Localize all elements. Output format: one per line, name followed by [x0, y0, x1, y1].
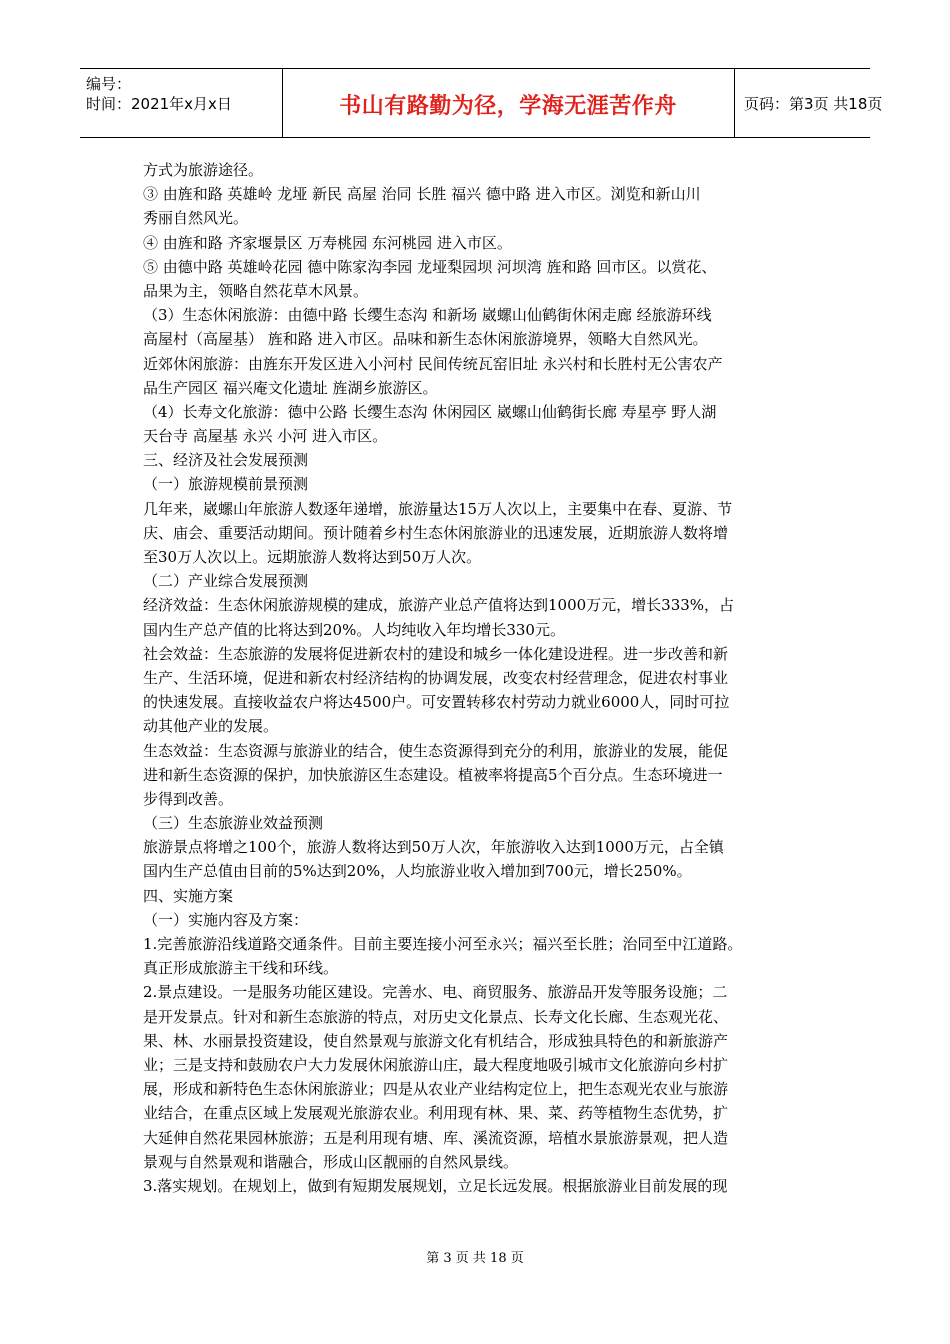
header-left-cell: [80, 69, 283, 137]
body-text-line: ④ 由旌和路 齐家堰景区 万寿桃园 东河桃园 进入市区。: [143, 233, 512, 252]
body-text-line: （一）实施内容及方案：: [143, 910, 309, 929]
body-text-line: 进和新生态资源的保护，加快旅游区生态建设。植被率将提高5个百分点。生态环境进一: [143, 765, 723, 784]
body-text-line: 国内生产总值由目前的5%达到20%，人均旅游业收入增加到700元，增长250%。: [143, 862, 692, 881]
header-page-cell: [734, 69, 883, 137]
body-text-line: 至30万人次以上。远期旅游人数将达到50万人次。: [143, 548, 482, 566]
document-body: [143, 158, 823, 1198]
body-text-line: 生态效益：生态资源与旅游业的结合，使生态资源得到充分的利用，旅游业的发展，能促: [143, 741, 729, 760]
body-text-line: 3.落实规划。在规划上，做到有短期发展规划，立足长远发展。根据旅游业目前发展的现: [143, 1176, 728, 1195]
body-text-line: 高屋村（高屋基） 旌和路 进入市区。品味和新生态休闲旅游境界，领略大自然风光。: [143, 330, 708, 349]
body-text-line: 庆、庙会、重要活动期间。预计随着乡村生态休闲旅游业的迅速发展，近期旅游人数将增: [143, 523, 729, 542]
body-text-line: （三）生态旅游业效益预测: [143, 814, 324, 833]
serial-number-label: 编号：: [86, 75, 132, 93]
body-text-line: 品果为主，领略自然花草木风景。: [143, 281, 369, 300]
header-motto-cell: [282, 69, 735, 137]
motto-text: 书山有路勤为径，学海无涯苦作舟: [339, 94, 677, 119]
date-label: 时间：2021年x月x日: [86, 95, 232, 113]
body-text-line: 天台寺 高屋基 永兴 小河 进入市区。: [143, 427, 388, 446]
body-text-line: 国内生产总产值的比将达到20%。人均纯收入年均增长330元。: [143, 620, 565, 639]
body-text-line: 果、林、水丽景投资建设，使自然景观与旅游文化有机结合，形成独具特色的和新旅游产: [143, 1031, 729, 1050]
body-text-line: （一）旅游规模前景预测: [143, 475, 309, 494]
body-text-line: 品生产园区 福兴庵文化遗址 旌湖乡旅游区。: [143, 378, 438, 397]
body-text-line: 方式为旅游途径。: [143, 161, 264, 179]
body-text-line: 1.完善旅游沿线道路交通条件。目前主要连接小河至永兴；福兴至长胜；治同至中江道路。: [143, 935, 743, 953]
body-text-line: 动其他产业的发展。: [143, 717, 279, 736]
body-text-line: 真正形成旅游主干线和环线。: [143, 959, 339, 978]
body-text-line: 四、实施方案: [143, 886, 234, 905]
body-text-line: 业；三是支持和鼓励农户大力发展休闲旅游山庄，最大程度地吸引城市文化旅游向乡村扩: [143, 1055, 729, 1074]
body-text-line: 旅游景点将增之100个，旅游人数将达到50万人次，年旅游收入达到1000万元，占全镇: [143, 838, 724, 857]
body-text-line: ⑤ 由德中路 英雄岭花园 德中陈家沟李园 龙垭梨园坝 河坝湾 旌和路 回市区。以赏花、: [143, 257, 717, 276]
body-text-line: （4）长寿文化旅游：德中公路 长缨生态沟 休闲园区 崴螺山仙鹤街长廊 寿星亭 野人湖: [143, 402, 717, 421]
body-text-line: 秀丽自然风光。: [143, 209, 249, 228]
body-text-line: 几年来，崴螺山年旅游人数逐年递增，旅游量达15万人次以上，主要集中在春、夏游、节: [143, 499, 733, 518]
body-text-line: 生产、生活环境，促进和新农村经济结构的协调发展，改变农村经营理念，促进农村事业: [143, 668, 729, 687]
body-text-line: 展，形成和新特色生态休闲旅游业；四是从农业产业结构定位上，把生态观光农业与旅游: [143, 1080, 729, 1099]
body-text-line: ③ 由旌和路 英雄岭 龙垭 新民 高屋 治同 长胜 福兴 德中路 进入市区。浏览和新山川: [143, 185, 701, 204]
body-text-line: 的快速发展。直接收益农户将达4500户。可安置转移农村劳动力就业6000人，同时可拉: [143, 693, 730, 712]
page-footer: 第 3 页 共 18 页: [426, 1251, 524, 1266]
body-text-line: 社会效益：生态旅游的发展将促进新农村的建设和城乡一体化建设进程。进一步改善和新: [143, 644, 729, 663]
body-text-line: 是开发景点。针对和新生态旅游的特点，对历史文化景点、长寿文化长廊、生态观光花、: [143, 1007, 729, 1026]
body-text-line: （二）产业综合发展预测: [143, 572, 309, 591]
body-text-line: 近郊休闲旅游：由旌东开发区进入小河村 民间传统瓦窑旧址 永兴村和长胜村无公害农产: [143, 354, 723, 373]
body-text-line: 景观与自然景观和谐融合，形成山区靓丽的自然风景线。: [143, 1152, 519, 1171]
page-header: [80, 68, 883, 138]
body-text-line: 2.景点建设。一是服务功能区建设。完善水、电、商贸服务、旅游品开发等服务设施；二: [143, 983, 728, 1002]
body-text-line: 三、经济及社会发展预测: [143, 451, 309, 470]
header-page-number: 页码：第3页 共18页: [744, 95, 883, 113]
body-text-line: 步得到改善。: [143, 789, 234, 808]
body-text-line: 大延伸自然花果园林旅游；五是利用现有塘、库、溪流资源，培植水景旅游景观，把人造: [143, 1128, 729, 1147]
body-text-line: （3）生态休闲旅游：由德中路 长缨生态沟 和新场 崴螺山仙鹤街休闲走廊 经旅游环线: [143, 306, 712, 325]
body-text-line: 经济效益：生态休闲旅游规模的建成，旅游产业总产值将达到1000万元，增长333%，占: [143, 596, 735, 615]
body-text-line: 业结合，在重点区域上发展观光旅游农业。利用现有林、果、菜、药等植物生态优势，扩: [143, 1104, 729, 1123]
